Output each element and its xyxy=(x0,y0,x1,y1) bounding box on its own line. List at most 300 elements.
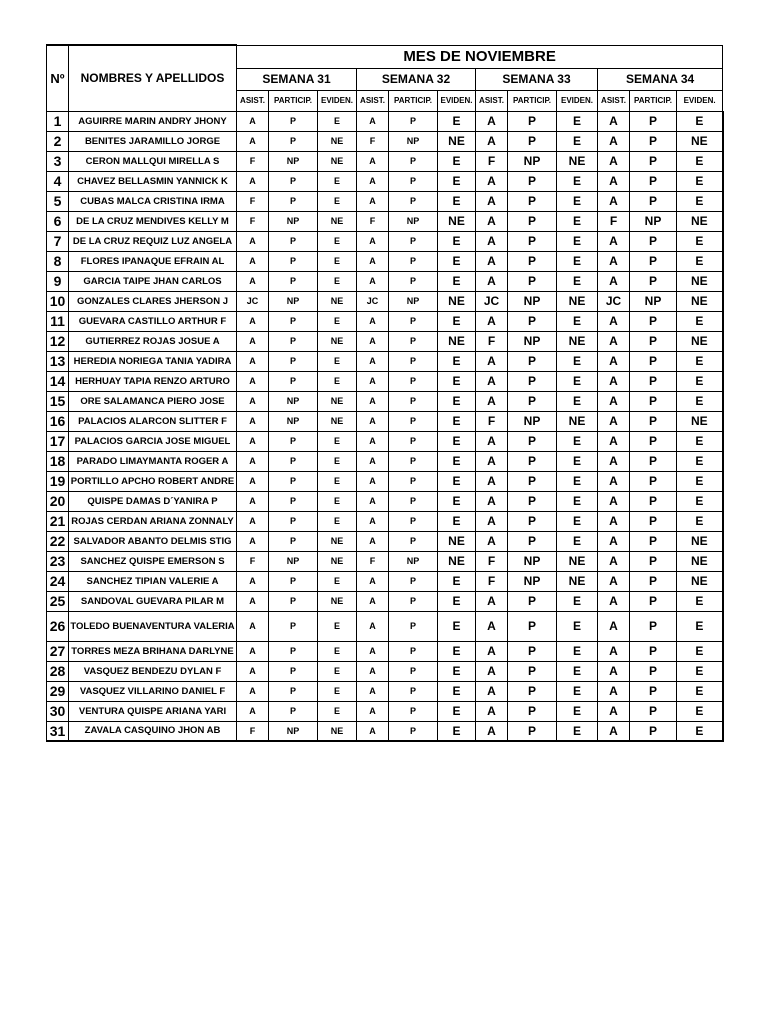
mark-cell: P xyxy=(269,331,318,351)
mark-cell: A xyxy=(476,491,508,511)
mark-cell: A xyxy=(237,111,269,131)
mark-cell: A xyxy=(357,591,389,611)
subcolumn-header: PARTICIP. xyxy=(389,90,438,111)
table-row xyxy=(47,411,723,431)
mark-cell: P xyxy=(508,391,557,411)
mark-cell: P xyxy=(389,191,438,211)
mark-cell: NP xyxy=(269,411,318,431)
mark-cell: P xyxy=(630,231,677,251)
subcolumn-header: EVIDEN. xyxy=(557,90,598,111)
table-row xyxy=(47,721,723,741)
mark-cell: P xyxy=(630,271,677,291)
mark-cell: F xyxy=(598,211,630,231)
table-row xyxy=(47,331,723,351)
mark-cell: A xyxy=(357,271,389,291)
mark-cell: E xyxy=(438,371,476,391)
mark-cell: P xyxy=(508,471,557,491)
mark-cell: P xyxy=(630,551,677,571)
mark-cell: A xyxy=(357,331,389,351)
row-number: 18 xyxy=(47,451,69,471)
mark-cell: E xyxy=(557,211,598,231)
mark-cell: A xyxy=(357,111,389,131)
mark-cell: P xyxy=(630,371,677,391)
mark-cell: A xyxy=(357,611,389,641)
row-number: 13 xyxy=(47,351,69,371)
row-number: 23 xyxy=(47,551,69,571)
mark-cell: NE xyxy=(557,151,598,171)
table-row xyxy=(47,431,723,451)
mark-cell: P xyxy=(508,701,557,721)
student-name: ORE SALAMANCA PIERO JOSE xyxy=(69,391,237,411)
mark-cell: NE xyxy=(557,411,598,431)
mark-cell: P xyxy=(389,271,438,291)
mark-cell: E xyxy=(318,271,357,291)
mark-cell: P xyxy=(389,641,438,661)
mark-cell: E xyxy=(557,271,598,291)
mark-cell: P xyxy=(269,661,318,681)
mark-cell: F xyxy=(237,151,269,171)
table-row xyxy=(47,131,723,151)
row-number: 16 xyxy=(47,411,69,431)
mark-cell: A xyxy=(237,511,269,531)
mark-cell: NE xyxy=(318,151,357,171)
mark-cell: P xyxy=(630,721,677,741)
mark-cell: A xyxy=(237,451,269,471)
mark-cell: E xyxy=(677,641,723,661)
mark-cell: A xyxy=(357,171,389,191)
mark-cell: E xyxy=(557,171,598,191)
mark-cell: A xyxy=(237,661,269,681)
mark-cell: P xyxy=(630,171,677,191)
mark-cell: P xyxy=(269,491,318,511)
table-row xyxy=(47,661,723,681)
mark-cell: P xyxy=(508,131,557,151)
mark-cell: E xyxy=(557,661,598,681)
mark-cell: A xyxy=(357,471,389,491)
mark-cell: E xyxy=(318,681,357,701)
mark-cell: P xyxy=(389,531,438,551)
mark-cell: A xyxy=(357,721,389,741)
mark-cell: A xyxy=(598,491,630,511)
mark-cell: NE xyxy=(677,131,723,151)
mark-cell: P xyxy=(630,511,677,531)
mark-cell: E xyxy=(438,271,476,291)
student-name: GONZALES CLARES JHERSON J xyxy=(69,291,237,311)
mark-cell: E xyxy=(438,701,476,721)
mark-cell: F xyxy=(476,331,508,351)
mark-cell: NE xyxy=(318,291,357,311)
mark-cell: E xyxy=(438,721,476,741)
student-name: GARCIA TAIPE JHAN CARLOS xyxy=(69,271,237,291)
row-number: 11 xyxy=(47,311,69,331)
mark-cell: P xyxy=(269,611,318,641)
mark-cell: P xyxy=(630,611,677,641)
mark-cell: E xyxy=(318,661,357,681)
mark-cell: A xyxy=(357,431,389,451)
mark-cell: A xyxy=(476,471,508,491)
mark-cell: E xyxy=(557,391,598,411)
table-row xyxy=(47,251,723,271)
mark-cell: E xyxy=(557,611,598,641)
mark-cell: A xyxy=(476,131,508,151)
mark-cell: P xyxy=(508,511,557,531)
mark-cell: E xyxy=(438,411,476,431)
mark-cell: P xyxy=(269,311,318,331)
mark-cell: A xyxy=(237,231,269,251)
mark-cell: P xyxy=(389,511,438,531)
mark-cell: P xyxy=(508,251,557,271)
mark-cell: P xyxy=(630,641,677,661)
mark-cell: E xyxy=(677,371,723,391)
mark-cell: E xyxy=(557,431,598,451)
subcolumn-header: EVIDEN. xyxy=(438,90,476,111)
mark-cell: P xyxy=(389,681,438,701)
mark-cell: A xyxy=(598,251,630,271)
mark-cell: A xyxy=(598,451,630,471)
mark-cell: NP xyxy=(269,551,318,571)
mark-cell: P xyxy=(389,701,438,721)
week-header: SEMANA 34 xyxy=(598,68,723,90)
mark-cell: NP xyxy=(269,391,318,411)
mark-cell: E xyxy=(557,131,598,151)
table-row xyxy=(47,701,723,721)
mark-cell: JC xyxy=(476,291,508,311)
mark-cell: NE xyxy=(677,571,723,591)
mark-cell: NE xyxy=(438,211,476,231)
mark-cell: NP xyxy=(389,131,438,151)
mark-cell: P xyxy=(269,351,318,371)
row-number: 10 xyxy=(47,291,69,311)
mark-cell: E xyxy=(438,471,476,491)
mark-cell: A xyxy=(476,371,508,391)
mark-cell: A xyxy=(598,641,630,661)
mark-cell: A xyxy=(357,661,389,681)
mark-cell: A xyxy=(476,391,508,411)
mark-cell: E xyxy=(438,681,476,701)
mark-cell: E xyxy=(557,251,598,271)
mark-cell: E xyxy=(318,371,357,391)
table-row xyxy=(47,291,723,311)
mark-cell: A xyxy=(476,351,508,371)
row-number: 8 xyxy=(47,251,69,271)
mark-cell: A xyxy=(237,131,269,151)
table-row xyxy=(47,611,723,641)
mark-cell: P xyxy=(389,371,438,391)
mark-cell: P xyxy=(389,411,438,431)
mark-cell: E xyxy=(438,611,476,641)
table-row xyxy=(47,471,723,491)
mark-cell: E xyxy=(438,171,476,191)
mark-cell: P xyxy=(389,351,438,371)
mark-cell: A xyxy=(476,681,508,701)
mark-cell: P xyxy=(630,661,677,681)
mark-cell: P xyxy=(389,491,438,511)
mark-cell: P xyxy=(389,591,438,611)
table-row xyxy=(47,191,723,211)
table-row xyxy=(47,151,723,171)
mark-cell: A xyxy=(598,231,630,251)
student-name: CUBAS MALCA CRISTINA IRMA xyxy=(69,191,237,211)
student-name: CERON MALLQUI MIRELLA S xyxy=(69,151,237,171)
mark-cell: P xyxy=(508,311,557,331)
mark-cell: E xyxy=(438,191,476,211)
mark-cell: A xyxy=(598,701,630,721)
mark-cell: P xyxy=(630,681,677,701)
mark-cell: E xyxy=(557,111,598,131)
mark-cell: E xyxy=(438,591,476,611)
mark-cell: A xyxy=(357,151,389,171)
mark-cell: E xyxy=(438,451,476,471)
mark-cell: E xyxy=(677,191,723,211)
mark-cell: NP xyxy=(269,151,318,171)
row-number: 3 xyxy=(47,151,69,171)
mark-cell: A xyxy=(598,351,630,371)
row-number: 24 xyxy=(47,571,69,591)
mark-cell: P xyxy=(389,151,438,171)
mark-cell: E xyxy=(318,451,357,471)
table-header xyxy=(47,45,723,111)
mark-cell: P xyxy=(389,611,438,641)
mark-cell: E xyxy=(677,311,723,331)
mark-cell: A xyxy=(598,311,630,331)
mark-cell: A xyxy=(357,451,389,471)
mark-cell: E xyxy=(557,311,598,331)
mark-cell: NE xyxy=(557,551,598,571)
mark-cell: E xyxy=(677,231,723,251)
mark-cell: A xyxy=(598,471,630,491)
table-row xyxy=(47,391,723,411)
mark-cell: P xyxy=(389,661,438,681)
table-row xyxy=(47,111,723,131)
mark-cell: A xyxy=(598,371,630,391)
mark-cell: E xyxy=(438,111,476,131)
mark-cell: P xyxy=(389,571,438,591)
mark-cell: E xyxy=(557,641,598,661)
student-name: BENITES JARAMILLO JORGE xyxy=(69,131,237,151)
row-number: 26 xyxy=(47,611,69,641)
mark-cell: P xyxy=(630,331,677,351)
mark-cell: E xyxy=(677,591,723,611)
mark-cell: E xyxy=(677,351,723,371)
mark-cell: P xyxy=(630,111,677,131)
row-number: 2 xyxy=(47,131,69,151)
mark-cell: E xyxy=(557,451,598,471)
mark-cell: F xyxy=(237,191,269,211)
mark-cell: A xyxy=(237,471,269,491)
mark-cell: E xyxy=(318,231,357,251)
mark-cell: P xyxy=(269,571,318,591)
mark-cell: A xyxy=(598,271,630,291)
mark-cell: E xyxy=(318,311,357,331)
mark-cell: NE xyxy=(677,531,723,551)
mark-cell: A xyxy=(476,211,508,231)
mark-cell: P xyxy=(508,611,557,641)
mark-cell: NP xyxy=(508,151,557,171)
mark-cell: P xyxy=(508,431,557,451)
table-row xyxy=(47,641,723,661)
mark-cell: NE xyxy=(557,291,598,311)
mark-cell: P xyxy=(508,111,557,131)
mark-cell: P xyxy=(508,271,557,291)
mark-cell: F xyxy=(476,571,508,591)
mark-cell: NE xyxy=(677,551,723,571)
student-name: DE LA CRUZ MENDIVES KELLY M xyxy=(69,211,237,231)
mark-cell: E xyxy=(557,191,598,211)
mark-cell: A xyxy=(357,311,389,331)
mark-cell: A xyxy=(598,611,630,641)
attendance-table xyxy=(46,44,724,742)
mark-cell: P xyxy=(508,661,557,681)
mark-cell: E xyxy=(677,701,723,721)
mark-cell: P xyxy=(508,231,557,251)
mark-cell: P xyxy=(630,391,677,411)
subcolumn-header: PARTICIP. xyxy=(630,90,677,111)
mark-cell: P xyxy=(508,191,557,211)
mark-cell: E xyxy=(677,611,723,641)
mark-cell: A xyxy=(237,331,269,351)
mark-cell: E xyxy=(318,111,357,131)
mark-cell: E xyxy=(677,431,723,451)
mark-cell: NE xyxy=(557,331,598,351)
mark-cell: E xyxy=(677,111,723,131)
mark-cell: A xyxy=(357,571,389,591)
mark-cell: NP xyxy=(269,291,318,311)
mark-cell: E xyxy=(318,611,357,641)
mark-cell: F xyxy=(237,551,269,571)
student-name: SANDOVAL GUEVARA PILAR M xyxy=(69,591,237,611)
row-number: 29 xyxy=(47,681,69,701)
row-number: 31 xyxy=(47,721,69,741)
mark-cell: E xyxy=(557,721,598,741)
mark-cell: A xyxy=(237,311,269,331)
mark-cell: E xyxy=(318,171,357,191)
mark-cell: A xyxy=(357,531,389,551)
mark-cell: E xyxy=(438,571,476,591)
table-row xyxy=(47,231,723,251)
mark-cell: E xyxy=(557,231,598,251)
row-number: 14 xyxy=(47,371,69,391)
mark-cell: P xyxy=(269,191,318,211)
mark-cell: P xyxy=(269,451,318,471)
week-header: SEMANA 31 xyxy=(237,68,357,90)
mark-cell: P xyxy=(269,111,318,131)
mark-cell: NP xyxy=(389,551,438,571)
mark-cell: A xyxy=(237,611,269,641)
mark-cell: P xyxy=(508,681,557,701)
mark-cell: P xyxy=(630,531,677,551)
mark-cell: E xyxy=(557,351,598,371)
mark-cell: P xyxy=(630,451,677,471)
row-number: 28 xyxy=(47,661,69,681)
mark-cell: P xyxy=(630,311,677,331)
student-name: ROJAS CERDAN ARIANA ZONNALY xyxy=(69,511,237,531)
mark-cell: NP xyxy=(508,411,557,431)
table-row xyxy=(47,531,723,551)
mark-cell: A xyxy=(476,271,508,291)
mark-cell: A xyxy=(476,661,508,681)
mark-cell: JC xyxy=(357,291,389,311)
student-name: DE LA CRUZ REQUIZ LUZ ANGELA xyxy=(69,231,237,251)
mark-cell: A xyxy=(476,511,508,531)
mark-cell: A xyxy=(598,511,630,531)
mark-cell: E xyxy=(438,641,476,661)
mark-cell: P xyxy=(630,251,677,271)
mark-cell: P xyxy=(269,681,318,701)
mark-cell: E xyxy=(557,371,598,391)
subcolumn-header: PARTICIP. xyxy=(508,90,557,111)
mark-cell: NE xyxy=(677,331,723,351)
mark-cell: P xyxy=(508,451,557,471)
row-number: 20 xyxy=(47,491,69,511)
mark-cell: P xyxy=(269,271,318,291)
row-number: 1 xyxy=(47,111,69,131)
student-name: SALVADOR ABANTO DELMIS STIG xyxy=(69,531,237,551)
mark-cell: A xyxy=(357,411,389,431)
mark-cell: A xyxy=(237,571,269,591)
mark-cell: P xyxy=(389,231,438,251)
mark-cell: A xyxy=(357,701,389,721)
row-number: 6 xyxy=(47,211,69,231)
subcolumn-header: EVIDEN. xyxy=(677,90,723,111)
mark-cell: P xyxy=(630,151,677,171)
mark-cell: E xyxy=(557,701,598,721)
mark-cell: NP xyxy=(269,211,318,231)
mark-cell: A xyxy=(357,351,389,371)
number-column-header: Nº xyxy=(47,45,69,111)
mark-cell: NP xyxy=(508,571,557,591)
mark-cell: P xyxy=(508,211,557,231)
row-number: 19 xyxy=(47,471,69,491)
mark-cell: A xyxy=(476,641,508,661)
mark-cell: E xyxy=(677,151,723,171)
mark-cell: E xyxy=(318,351,357,371)
student-name: GUTIERREZ ROJAS JOSUE A xyxy=(69,331,237,351)
mark-cell: A xyxy=(237,681,269,701)
mark-cell: NE xyxy=(677,411,723,431)
table-row xyxy=(47,591,723,611)
mark-cell: F xyxy=(476,551,508,571)
mark-cell: P xyxy=(630,471,677,491)
mark-cell: A xyxy=(357,371,389,391)
mark-cell: P xyxy=(269,431,318,451)
table-row xyxy=(47,681,723,701)
mark-cell: P xyxy=(389,431,438,451)
mark-cell: E xyxy=(318,431,357,451)
table-row xyxy=(47,371,723,391)
row-number: 25 xyxy=(47,591,69,611)
mark-cell: A xyxy=(476,721,508,741)
mark-cell: F xyxy=(357,131,389,151)
mark-cell: NE xyxy=(438,531,476,551)
mark-cell: A xyxy=(237,251,269,271)
mark-cell: A xyxy=(357,191,389,211)
table-row xyxy=(47,451,723,471)
mark-cell: P xyxy=(269,531,318,551)
student-name: TOLEDO BUENAVENTURA VALERIA xyxy=(69,611,237,641)
student-name: TORRES MEZA BRIHANA DARLYNE xyxy=(69,641,237,661)
mark-cell: A xyxy=(598,721,630,741)
mark-cell: NE xyxy=(677,271,723,291)
mark-cell: P xyxy=(389,171,438,191)
mark-cell: A xyxy=(598,661,630,681)
mark-cell: F xyxy=(476,411,508,431)
mark-cell: A xyxy=(476,431,508,451)
mark-cell: A xyxy=(237,391,269,411)
mark-cell: P xyxy=(269,171,318,191)
mark-cell: E xyxy=(318,571,357,591)
name-column-header: NOMBRES Y APELLIDOS xyxy=(69,45,237,111)
mark-cell: A xyxy=(476,701,508,721)
